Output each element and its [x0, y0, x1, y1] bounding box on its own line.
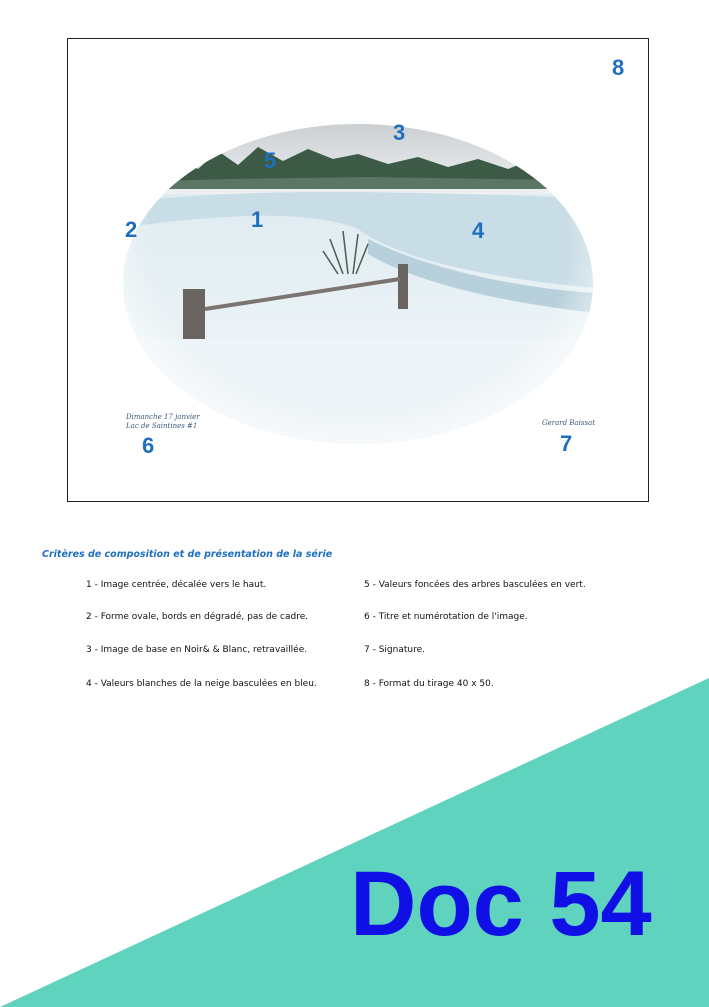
criterion-6: 6 - Titre et numérotation de l'image. — [364, 612, 528, 622]
criterion-3: 3 - Image de base en Noir& & Blanc, retravaillée. — [86, 645, 308, 655]
criterion-4: 4 - Valeurs blanches de la neige basculées en bleu. — [86, 679, 317, 689]
criteria-heading: Critères de composition et de présentation de la série — [42, 549, 333, 560]
photo-caption — [126, 413, 200, 431]
signature: Gerard Baissat — [542, 419, 596, 427]
label-4: 4 — [472, 218, 485, 243]
criterion-5: 5 - Valeurs foncées des arbres basculées en vert. — [364, 580, 586, 590]
caption-date: Dimanche 17 janvier — [126, 413, 200, 421]
label-6: 6 — [142, 433, 155, 458]
criterion-7: 7 - Signature. — [364, 645, 425, 655]
label-1: 1 — [251, 207, 264, 232]
label-7: 7 — [560, 431, 573, 456]
photo-frame — [67, 38, 649, 502]
doc-number-badge: Doc 54 — [350, 853, 652, 955]
criterion-1: 1 - Image centrée, décalée vers le haut. — [86, 580, 267, 590]
criterion-2: 2 - Forme ovale, bords en dégradé, pas de cadre. — [86, 612, 309, 622]
label-5: 5 — [264, 148, 277, 173]
caption-title: Lac de Saintines #1 — [126, 422, 198, 430]
criterion-8: 8 - Format du tirage 40 x 50. — [364, 679, 494, 689]
label-3: 3 — [393, 120, 406, 145]
label-8: 8 — [612, 55, 625, 80]
label-2: 2 — [125, 217, 138, 242]
